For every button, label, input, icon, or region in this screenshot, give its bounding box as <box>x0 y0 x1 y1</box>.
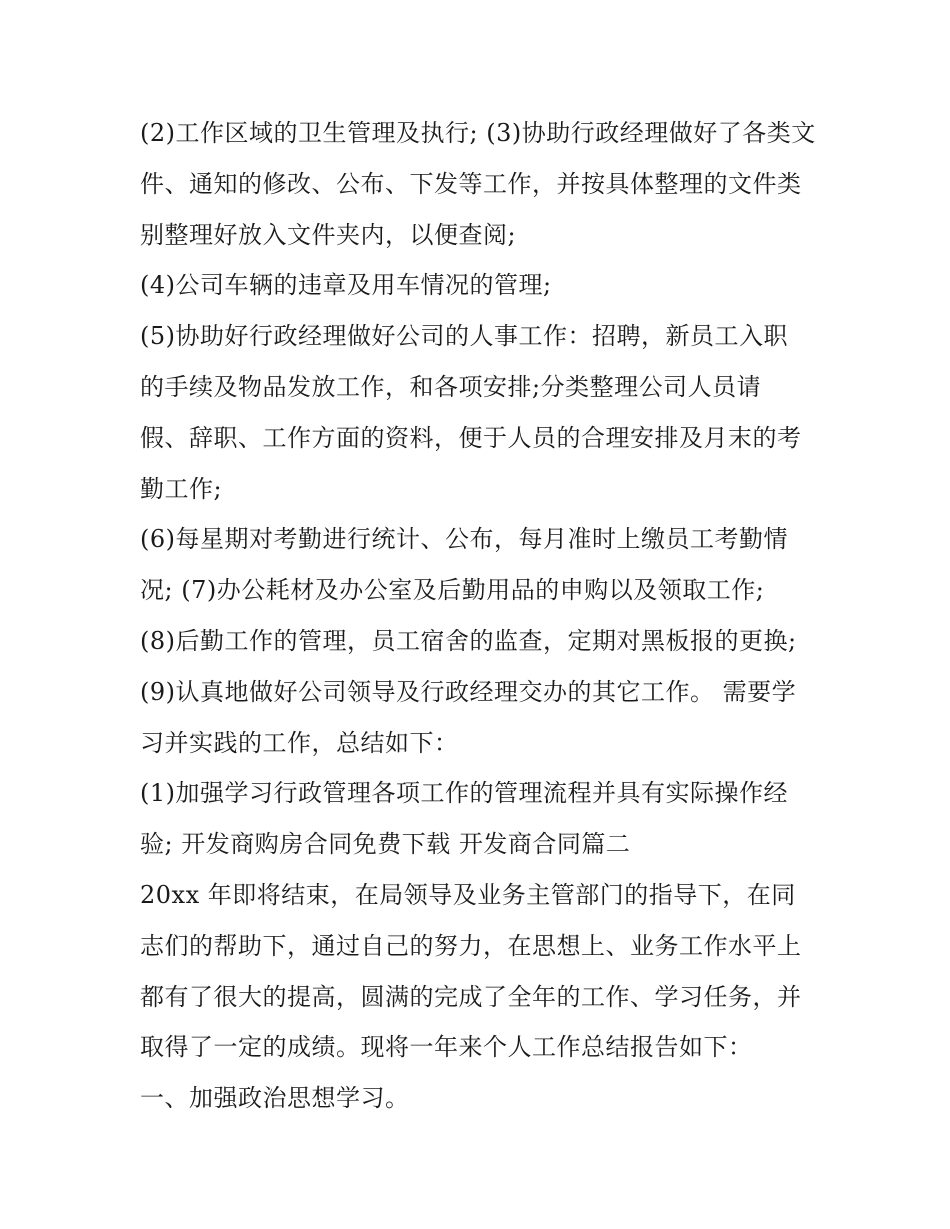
text-line: (4)公司车辆的违章及用车情况的管理; <box>140 271 552 300</box>
text-line: 志们的帮助下，通过自己的努力，在思想上、业务工作水平上 <box>140 931 802 960</box>
text-line: (5)协助好行政经理做好公司的人事工作：招聘，新员工入职 <box>140 322 788 351</box>
text-line: 况; (7)办公耗材及办公室及后勤用品的申购以及领取工作; <box>140 576 765 605</box>
text-line: 的手续及物品发放工作，和各项安排;分类整理公司人员请 <box>140 372 762 401</box>
text-line: 件、通知的修改、公布、下发等工作，并按具体整理的文件类 <box>140 169 802 198</box>
text-line: 验; 开发商购房合同免费下载 开发商合同篇二 <box>140 830 631 859</box>
text-line: 取得了一定的成绩。现将一年来个人工作总结报告如下： <box>140 1033 753 1062</box>
text-line: 习并实践的工作，总结如下： <box>140 728 459 757</box>
section-heading: 一、加强政治思想学习。 <box>140 1084 410 1113</box>
text-line: 都有了很大的提高，圆满的完成了全年的工作、学习任务，并 <box>140 982 802 1011</box>
text-line: 勤工作; <box>140 474 223 503</box>
text-line: (8)后勤工作的管理，员工宿舍的监查，定期对黑板报的更换; <box>140 626 797 655</box>
text-line: (1)加强学习行政管理各项工作的管理流程并具有实际操作经 <box>140 779 788 808</box>
text-line: 假、辞职、工作方面的资料，便于人员的合理安排及月末的考 <box>140 423 802 452</box>
text-line: 别整理好放入文件夹内，以便查阅; <box>140 220 517 249</box>
text-line: (2)工作区域的卫生管理及执行; (3)协助行政经理做好了各类文 <box>140 119 816 147</box>
text-line: (9)认真地做好公司领导及行政经理交办的其它工作。 需要学 <box>140 677 797 706</box>
document-body <box>140 108 830 1124</box>
text-line: (6)每星期对考勤进行统计、公布，每月准时上缴员工考勤情 <box>140 525 788 554</box>
text-line: 20xx 年即将结束，在局领导及业务主管部门的指导下，在同 <box>140 880 796 909</box>
